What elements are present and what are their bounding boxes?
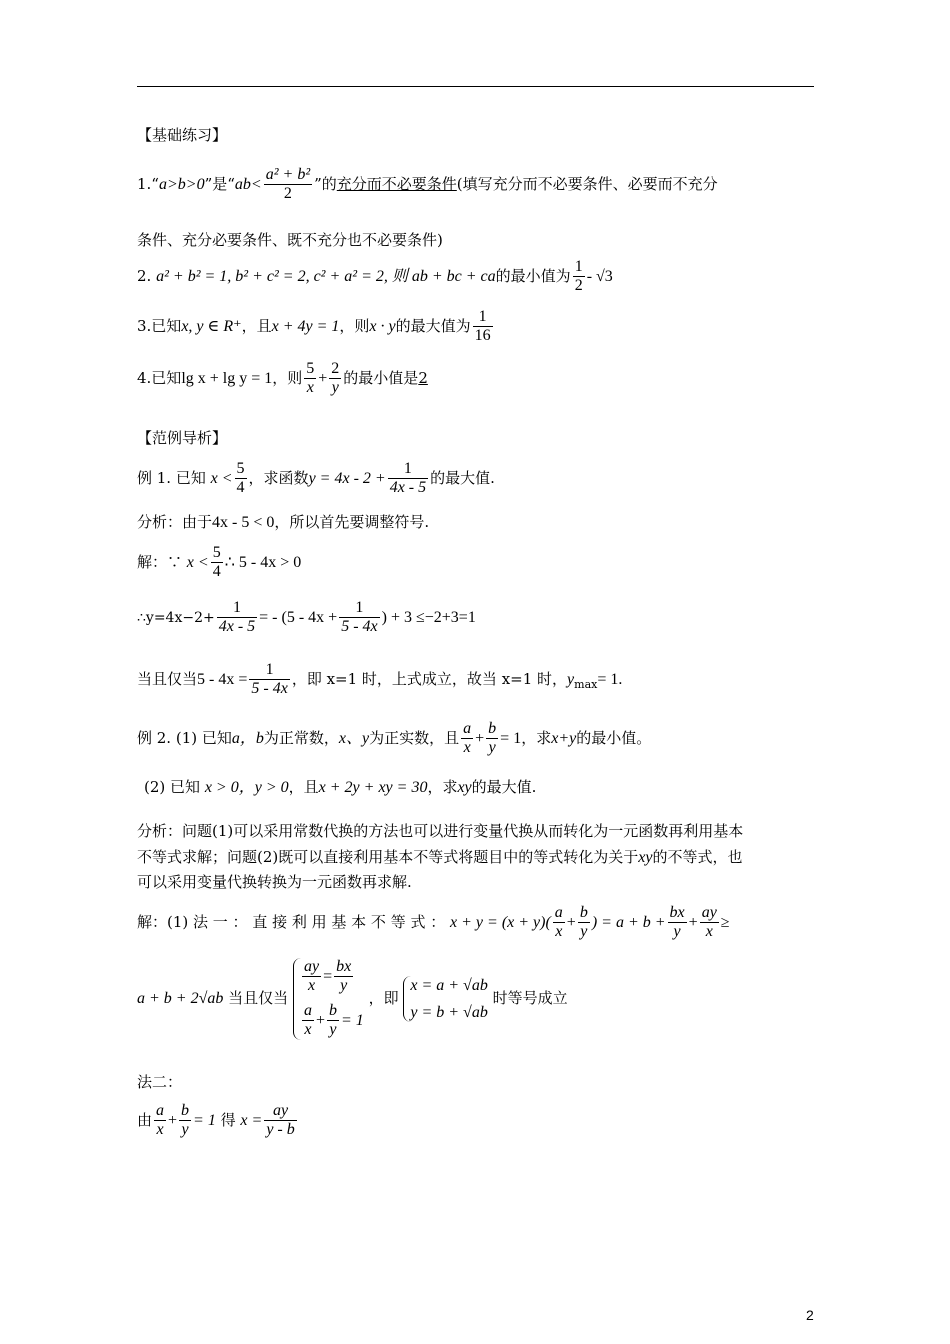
e2-fraction-1 (461, 720, 473, 758)
m4-frac1-num: a (154, 1102, 166, 1121)
sol3-text-a: 当且仅当 (137, 669, 198, 688)
method-2-line-1: 由 $\frac{a}{x}$ + $\frac{b}{y}$ = 1 得 x = $\frac{ay}{y - b}$ (137, 1102, 295, 1139)
p1-text-b: ”是“ (204, 174, 235, 193)
e2-frac1-num: a (461, 720, 473, 739)
solution-1-line-2 (137, 599, 476, 637)
m2-text-b: 当且仅当 (228, 988, 289, 1007)
e2b-conditions: x > 0，y > 0 (204, 779, 289, 796)
e1-text-b: ，求函数 (248, 468, 309, 487)
m2-r2-frac1-num: a (302, 1002, 314, 1021)
m1-frac4-den: x (705, 923, 713, 941)
e2b-xy: xy (457, 779, 472, 796)
p4-frac2-num: 2 (329, 360, 341, 379)
solution-1-line-3 (137, 661, 622, 699)
sol2-fraction-1 (217, 599, 257, 637)
page-number: 2 (806, 1307, 814, 1323)
m4-fraction-3 (264, 1102, 296, 1140)
an1-text-a: 分析：由于 (137, 513, 213, 531)
sol2-frac1-den: 4x - 5 (218, 618, 256, 636)
sol3-value: = 1. (597, 670, 623, 688)
sol3-fraction (249, 661, 289, 699)
p2-expression: a² + b² = 1, b² + c² = 2, c² + a² = 2, 则 ab + bc + ca (156, 267, 496, 285)
example-1 (137, 460, 495, 498)
e2-text-c: 为正实数，且 (369, 728, 460, 747)
an2-text-b: 的不等式，也 (652, 848, 743, 866)
sol2-bracket-expr: = - (5 - 4x + (259, 608, 338, 626)
sol3-subscript: max (574, 677, 598, 691)
sol1-condition: x < (186, 553, 209, 571)
analysis-2-line-2 (137, 848, 742, 867)
m2-r1-frac2-num: bx (334, 958, 353, 977)
m1-geq: ≥ (720, 913, 730, 931)
p1-ab: ab< (234, 175, 262, 193)
p4-frac1-num: 5 (304, 360, 316, 379)
e2-x-plus-y: x+y (551, 729, 577, 747)
m1-expr-b: ) = a + b + (591, 913, 666, 931)
example-2-part-2 (144, 778, 536, 797)
sol1-frac-num: 5 (211, 544, 223, 563)
m4-frac2-num: b (179, 1102, 191, 1121)
analysis-1 (137, 513, 429, 532)
e2-fraction-2 (486, 720, 498, 758)
p3-text-b: ，且 (241, 316, 272, 335)
e2b-text-a: (2) 已知 (144, 778, 201, 796)
m1-fraction-2 (578, 904, 590, 942)
an2-xy: xy (638, 849, 653, 866)
analysis-2-line-1: 分析：问题(1)可以采用常数代换的方法也可以进行变量代换从而转化为一元函数再利用基本 (137, 822, 744, 840)
m4-x-equals: x = (240, 1111, 263, 1129)
m4-fraction-2 (179, 1102, 191, 1140)
e1-func-frac-num: 1 (388, 460, 428, 479)
p4-text-a: 4.已知 (137, 368, 182, 387)
m2-system-row-2: $\frac{a}{x}$ + $\frac{b}{y}$ = 1 (303, 1001, 364, 1039)
m1-frac3-den: y (673, 923, 681, 941)
e2b-text-b: ，且 (288, 778, 319, 796)
m2-r1-frac1-den: x (307, 977, 316, 995)
m1-frac1-den: x (555, 923, 563, 941)
p2-number: 2. (137, 266, 152, 285)
m2-solution-system (403, 976, 487, 1022)
e2-text-a: 例 2. (1) 已知 (137, 728, 232, 747)
p4-answer: 2 (418, 368, 428, 387)
sol3-y: y (567, 670, 575, 688)
m2-r2-frac1-den: x (304, 1021, 312, 1039)
p1-condition: a>b>0 (158, 175, 205, 193)
m1-text: 解：(1) 法 一 ： 直 接 利 用 基 本 不 等 式 ： (137, 912, 446, 931)
p3-text-d: 的最大值为 (395, 316, 471, 335)
sol2-frac2-num: 1 (339, 599, 379, 618)
e2-frac2-num: b (486, 720, 498, 739)
p3-text-a: 3.已知 (137, 316, 182, 335)
m4-frac2-den: y (181, 1121, 189, 1139)
an2-text-a: 不等式求解；问题(2)既可以直接利用基本不等式将题目中的等式转化为关于 (137, 848, 639, 866)
e2-frac2-den: y (488, 739, 496, 757)
an1-inequality: 4x - 5 < 0 (212, 514, 275, 531)
m4-text-a: 由 (137, 1110, 153, 1129)
m1-fraction-4 (700, 904, 719, 942)
problem-1-line-2: 条件、充分必要条件、既不充分也不必要条件) (137, 231, 443, 249)
header-rule (137, 86, 814, 87)
m2-text-d: 时等号成立 (492, 988, 568, 1007)
m1-fraction-3 (668, 904, 687, 942)
p2-text: 的最小值为 (495, 266, 571, 285)
m2-r2-frac2-num: b (327, 1002, 339, 1021)
sol1-fraction (211, 544, 223, 582)
p1-frac-num: a² + b² (264, 166, 312, 185)
m4-equals-one: = 1 (193, 1111, 216, 1129)
p3-text-c: ，则 (339, 316, 370, 335)
p3-equation: x + 4y = 1 (271, 317, 340, 335)
m2-bound: a + b + 2√ab (137, 989, 224, 1007)
p1-text-a: 1.“ (137, 174, 159, 193)
m2-r2-equals: = 1 (340, 1011, 364, 1029)
e2-equals-one: = 1 (500, 729, 522, 747)
e1-text-a: 例 1. 已知 (137, 468, 206, 487)
p2-fraction (573, 258, 585, 296)
e1-frac-num: 5 (235, 460, 247, 479)
problem-1 (137, 166, 718, 204)
e2b-text-d: 的最大值. (471, 778, 537, 796)
problem-4 (137, 360, 428, 398)
p1-fraction (264, 166, 312, 204)
m1-expr-a: x + y = (x + y)( (450, 913, 551, 931)
m4-text-b: 得 (220, 1110, 236, 1129)
solution-1-line-1 (137, 544, 301, 582)
m2-solution-x: x = a + √ab (410, 976, 488, 994)
e2b-equation: x + 2y + xy = 30 (318, 779, 428, 796)
method-2-heading: 法二： (137, 1073, 183, 1091)
p4-text-c: 的最小值是 (343, 368, 419, 387)
sol2-frac1-num: 1 (217, 599, 257, 618)
sol1-text-a: 解：∵ (137, 552, 183, 571)
p3-frac-num: 1 (473, 308, 493, 327)
e1-function: y = 4x - 2 + (308, 469, 386, 487)
an1-text-b: ，所以首先要调整符号. (274, 513, 430, 531)
sol3-frac-num: 1 (249, 661, 289, 680)
p4-fraction-2 (329, 360, 341, 398)
sol2-fraction-2 (339, 599, 379, 637)
p4-frac1-den: x (306, 379, 314, 397)
sol2-frac2-den: 5 - 4x (341, 618, 378, 636)
m1-frac1-num: a (553, 904, 565, 923)
m4-fraction-1 (154, 1102, 166, 1140)
e1-text-c: 的最大值. (430, 468, 495, 487)
e2-frac1-den: x (463, 739, 471, 757)
p1-frac-den: 2 (283, 185, 292, 203)
section-example-analysis: 【范例导析】 (137, 429, 228, 447)
m2-r1-frac2-den: y (340, 977, 348, 995)
p3-frac-den: 16 (474, 327, 491, 345)
p4-frac2-den: y (331, 379, 339, 397)
sol2-text-a: ∴y=4x−2+ (137, 609, 215, 626)
sol3-text-b: ，即 x=1 时，上式成立，故当 x=1 时， (291, 669, 568, 688)
m2-r1-frac1-num: ay (302, 958, 321, 977)
p4-plus: + (318, 369, 328, 387)
m1-frac4-num: ay (700, 904, 719, 923)
analysis-2-line-3: 可以采用变量代换转换为一元函数再求解. (137, 873, 412, 891)
e2-xy: x、y (338, 729, 370, 747)
e1-fraction (235, 460, 247, 498)
p1-text-d: (填写充分而不必要条件、必要而不充分 (456, 174, 718, 193)
sol3-equation: 5 - 4x = (197, 670, 248, 688)
sol2-result: ) + 3 ≤−2+3=1 (381, 608, 476, 626)
e2-text-b: 为正常数， (263, 728, 339, 747)
m2-text-c: ，即 (368, 988, 399, 1007)
e2-text-d: ，求 (521, 728, 552, 747)
e1-frac-den: 4 (236, 479, 245, 497)
p2-frac-num: 1 (573, 258, 585, 277)
p3-set: x, y ∈ R⁺ (181, 317, 242, 335)
p2-answer-tail: - √3 (586, 267, 613, 285)
m2-system-row-1: $\frac{ay}{x}$ = $\frac{bx}{y}$ (303, 958, 352, 995)
e1-condition: x < (210, 469, 233, 487)
sol3-frac-den: 5 - 4x (251, 680, 288, 698)
m2-condition-system (293, 958, 364, 1040)
m4-frac1-den: x (156, 1121, 164, 1139)
m1-frac2-den: y (580, 923, 588, 941)
p3-fraction (473, 308, 493, 346)
sol1-conclusion: ∴ 5 - 4x > 0 (224, 553, 302, 571)
p1-answer: 充分而不必要条件 (336, 174, 457, 193)
p4-equation: lg x + lg y = 1 (181, 369, 273, 387)
p3-product: x · y (369, 317, 396, 335)
p1-text-c: ”的 (314, 174, 337, 193)
method-1-line-1: 解：(1) 法 一 ： 直 接 利 用 基 本 不 等 式 ： x + y = (x + y)( $\frac{a}{x}$ + $\frac{b}{y}$ ) = a + b + $\frac{bx}{y}$ + $\frac{ay}{x}$ ≥ (137, 904, 730, 941)
problem-2 (137, 258, 613, 296)
e2b-text-c: ，求 (427, 778, 458, 796)
e2-ab: a，b (231, 729, 264, 747)
e1-func-frac-den: 4x - 5 (389, 479, 427, 497)
section-basic-practice: 【基础练习】 (137, 126, 228, 144)
p4-text-b: ，则 (272, 368, 303, 387)
e2-text-e: 的最小值。 (576, 728, 652, 747)
example-2-part-1: 例 2. (1) 已知a，b为正常数，x、y为正实数，且 $\frac{a}{x}$ + $\frac{b}{y}$ = 1，求x+y的最小值。 (137, 720, 652, 757)
m1-frac3-num: bx (668, 904, 687, 923)
p4-fraction-1 (304, 360, 316, 398)
m1-fraction-1 (553, 904, 565, 942)
e1-function-fraction (388, 460, 428, 498)
m2-r2-frac2-den: y (329, 1021, 337, 1039)
method-1-line-2 (137, 958, 568, 1040)
m2-solution-y: y = b + √ab (410, 1003, 488, 1021)
sol1-frac-den: 4 (212, 563, 221, 581)
m4-frac3-den: y - b (266, 1121, 295, 1139)
m4-frac3-num: ay (264, 1102, 296, 1121)
p2-frac-den: 2 (574, 277, 583, 295)
problem-3 (137, 308, 495, 346)
m1-frac2-num: b (578, 904, 590, 923)
